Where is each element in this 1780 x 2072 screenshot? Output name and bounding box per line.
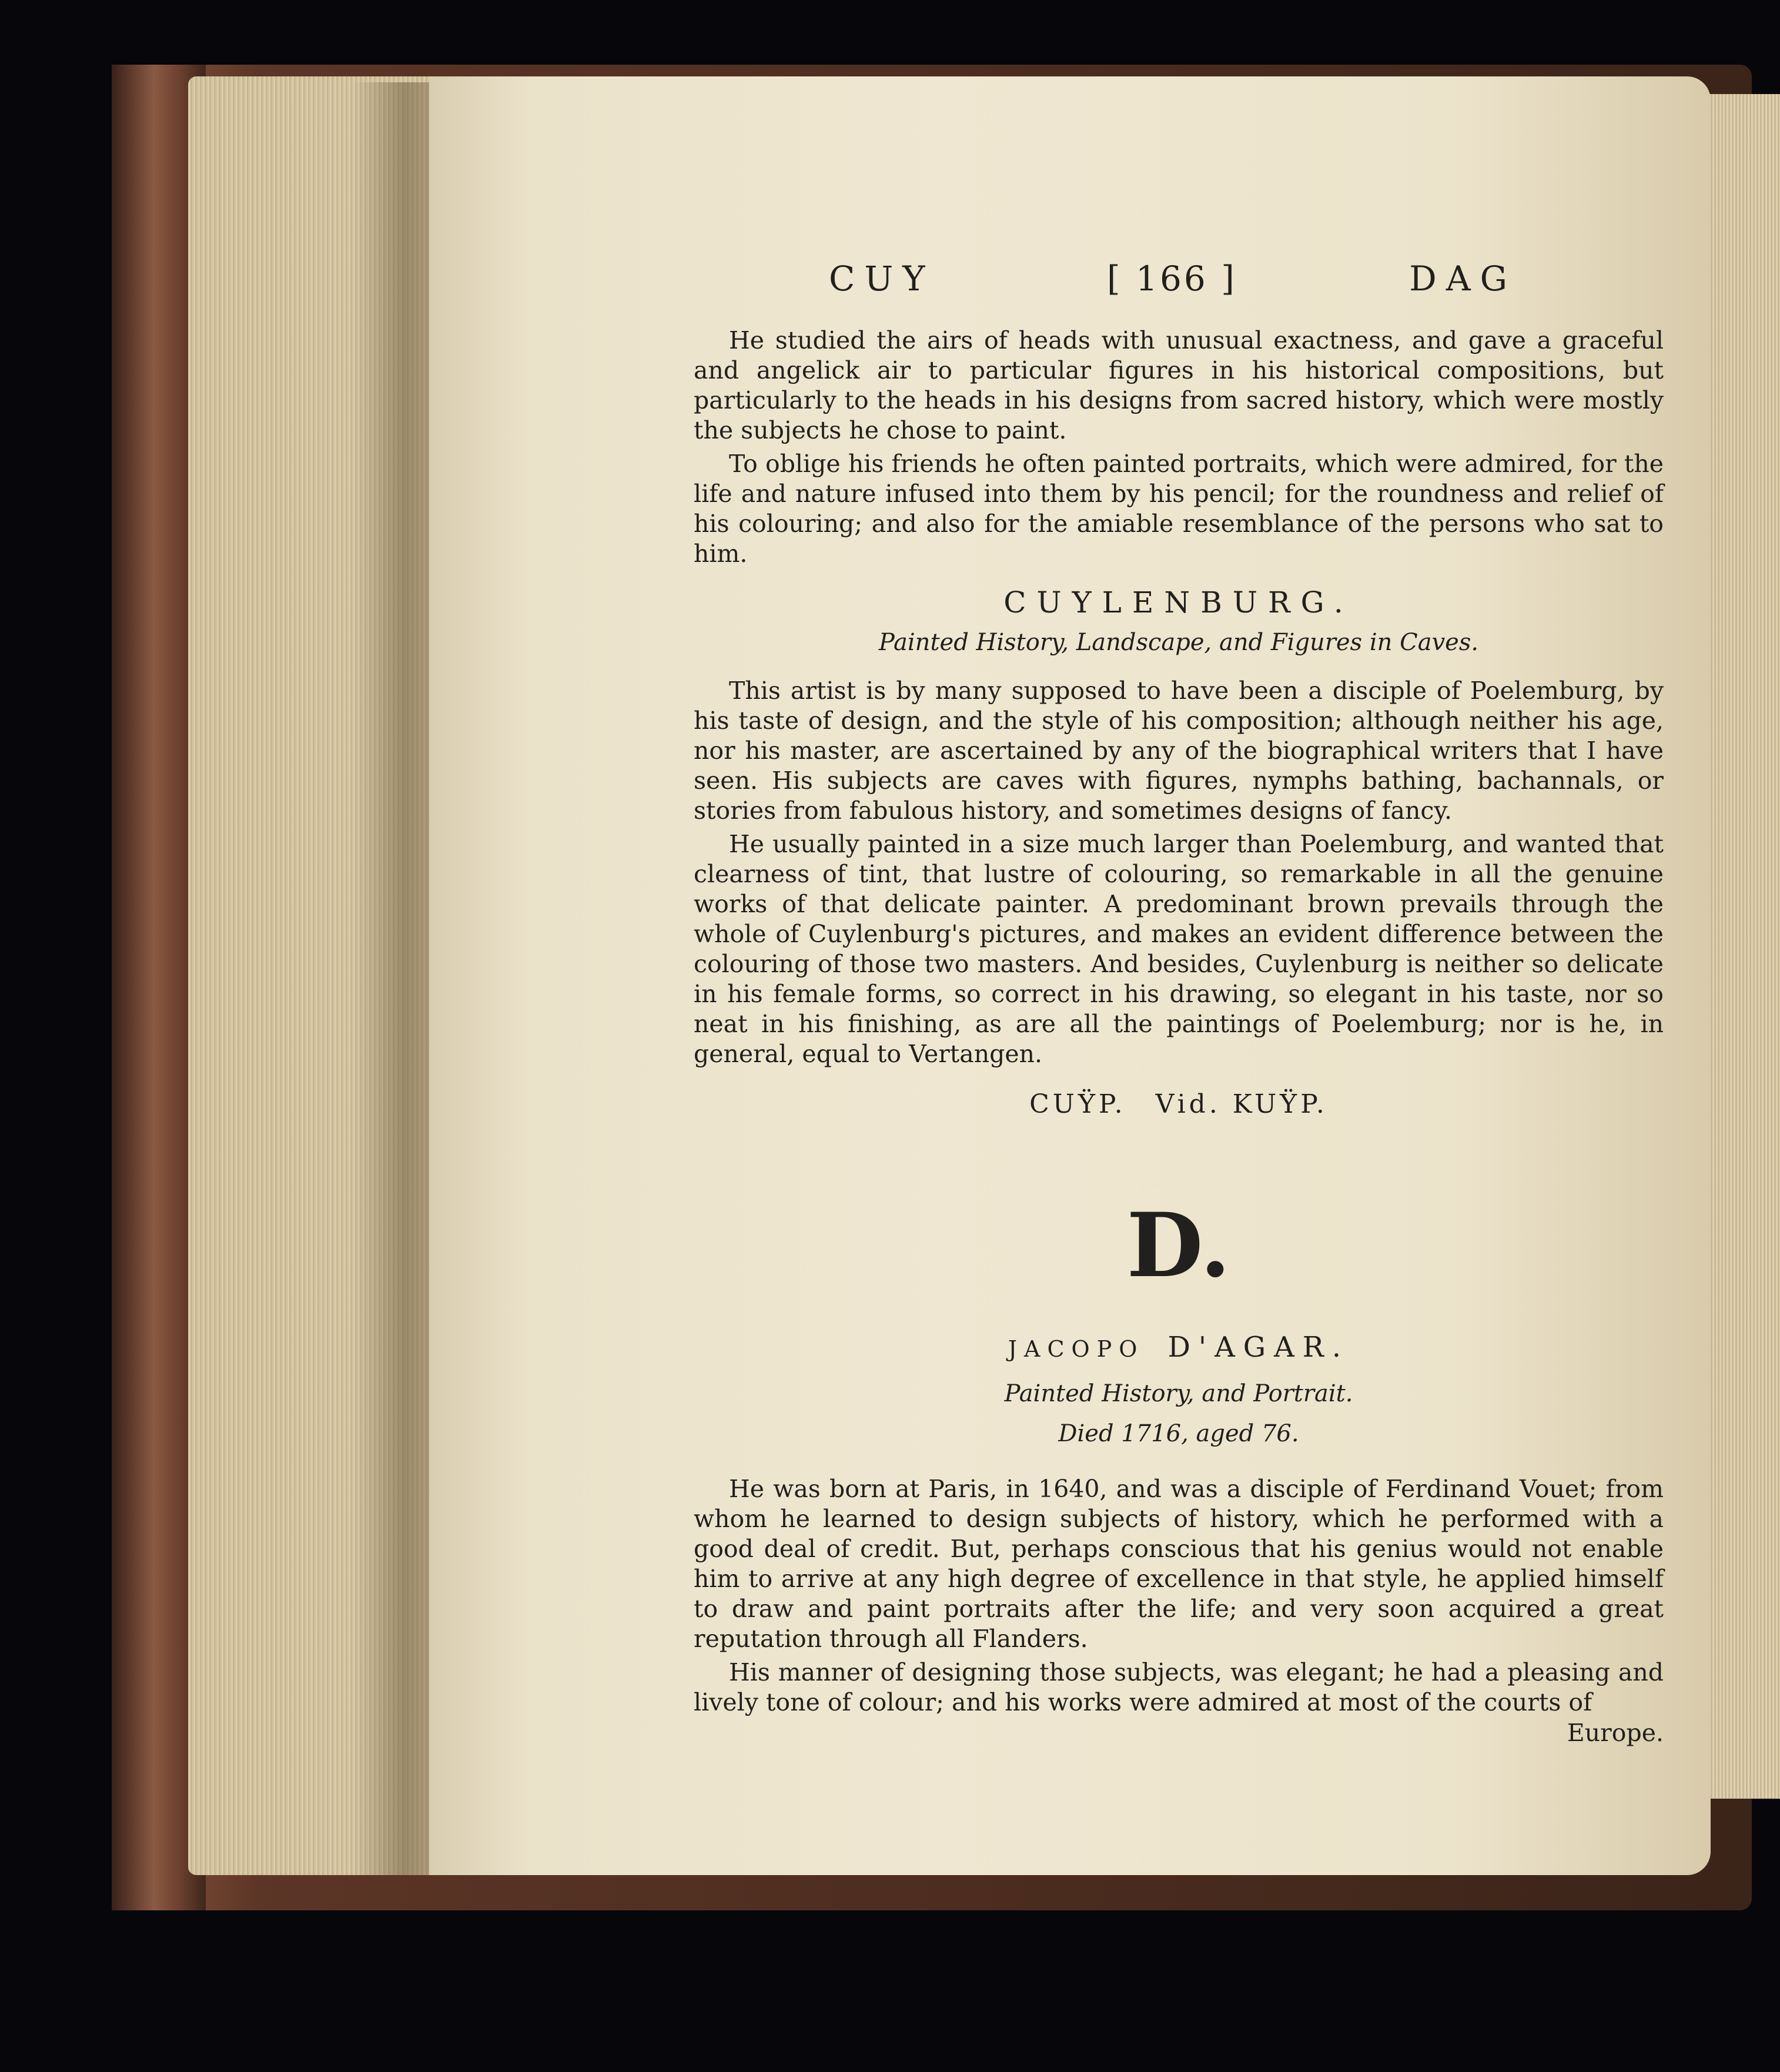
- cross-reference: [694, 1089, 1664, 1119]
- paragraph: He was born at Paris, in 1640, and was a disciple of Ferdinand Vouet; from whom he learned to design subjects of history, which he performed with a good deal of credit. But, perhaps conscious that his genius would not enable him to arrive at any high degree of excellence in that style, he applied himself to draw and paint portraits after the life; and very soon acquired a great reputation through all Flanders.: [694, 1475, 1664, 1653]
- running-head-right: DAG: [1409, 259, 1517, 299]
- artist-last-name: D'AGAR.: [1167, 1331, 1350, 1364]
- paragraph: His manner of designing those subjects, was elegant; he had a pleasing and lively tone of colour; and his works were admired at most of the courts of: [694, 1658, 1664, 1716]
- paragraph: This artist is by many supposed to have been a disciple of Poelemburg, by his taste of design, and the style of his composition; although neither his age, nor his master, are ascertained by any of the biographical writers that I have seen. His subjects are caves with figures, nymphs bathing, bachannals, or stories from fabulous history, and sometimes designs of fancy.: [694, 677, 1664, 825]
- running-head-left: CUY: [829, 259, 935, 299]
- paragraph: To oblige his friends he often painted portraits, which were admired, for the life and nature infused into them by his pencil; for the roundness and relief of his colouring; and also for the amiable resemblance of the persons who sat to him.: [694, 450, 1664, 568]
- paragraph: He studied the airs of heads with unusual exactness, and gave a graceful and angelick air to particular figures in his historical compositions, but particularly to the heads in his designs from sacred history, which were mostly the subjects he chose to paint.: [694, 326, 1664, 444]
- page-edges-right: [1705, 94, 1780, 1799]
- paragraph: He usually painted in a size much larger than Poelemburg, and wanted that clearness of tint, that lustre of colouring, so remarkable in all the genuine works of that delicate painter. A predominant brown prevails through the whole of Cuylenburg's pictures, and makes an evident difference between the colouring of those two masters. And besides, Cuylenburg is neither so delicate in his female forms, so correct in his drawing, so elegant in his taste, nor so neat in his finishing, as are all the paintings of Poelemburg; nor is he, in general, equal to Vertangen.: [694, 830, 1664, 1068]
- death-date: Died 1716, aged 76.: [1058, 1420, 1299, 1447]
- artist-first-name: JACOPO: [1008, 1336, 1145, 1362]
- catchword: Europe.: [1567, 1719, 1664, 1747]
- cross-reference-name: CUŸP.: [1029, 1089, 1126, 1119]
- page-text-block: [694, 259, 1664, 1747]
- section-subhead: Painted History, and Portrait.: [1004, 1380, 1353, 1407]
- section-heading-dagar: [694, 1331, 1664, 1364]
- page-number: [ 166 ]: [1106, 259, 1237, 299]
- section-heading-cuylenburg: CUYLENBURG.: [1003, 585, 1354, 620]
- running-head: [829, 259, 1517, 299]
- section-letter: D.: [1126, 1194, 1231, 1297]
- section-subhead: Painted History, Landscape, and Figures in Caves.: [878, 629, 1479, 656]
- cross-reference-target: Vid. KUŸP.: [1155, 1089, 1328, 1119]
